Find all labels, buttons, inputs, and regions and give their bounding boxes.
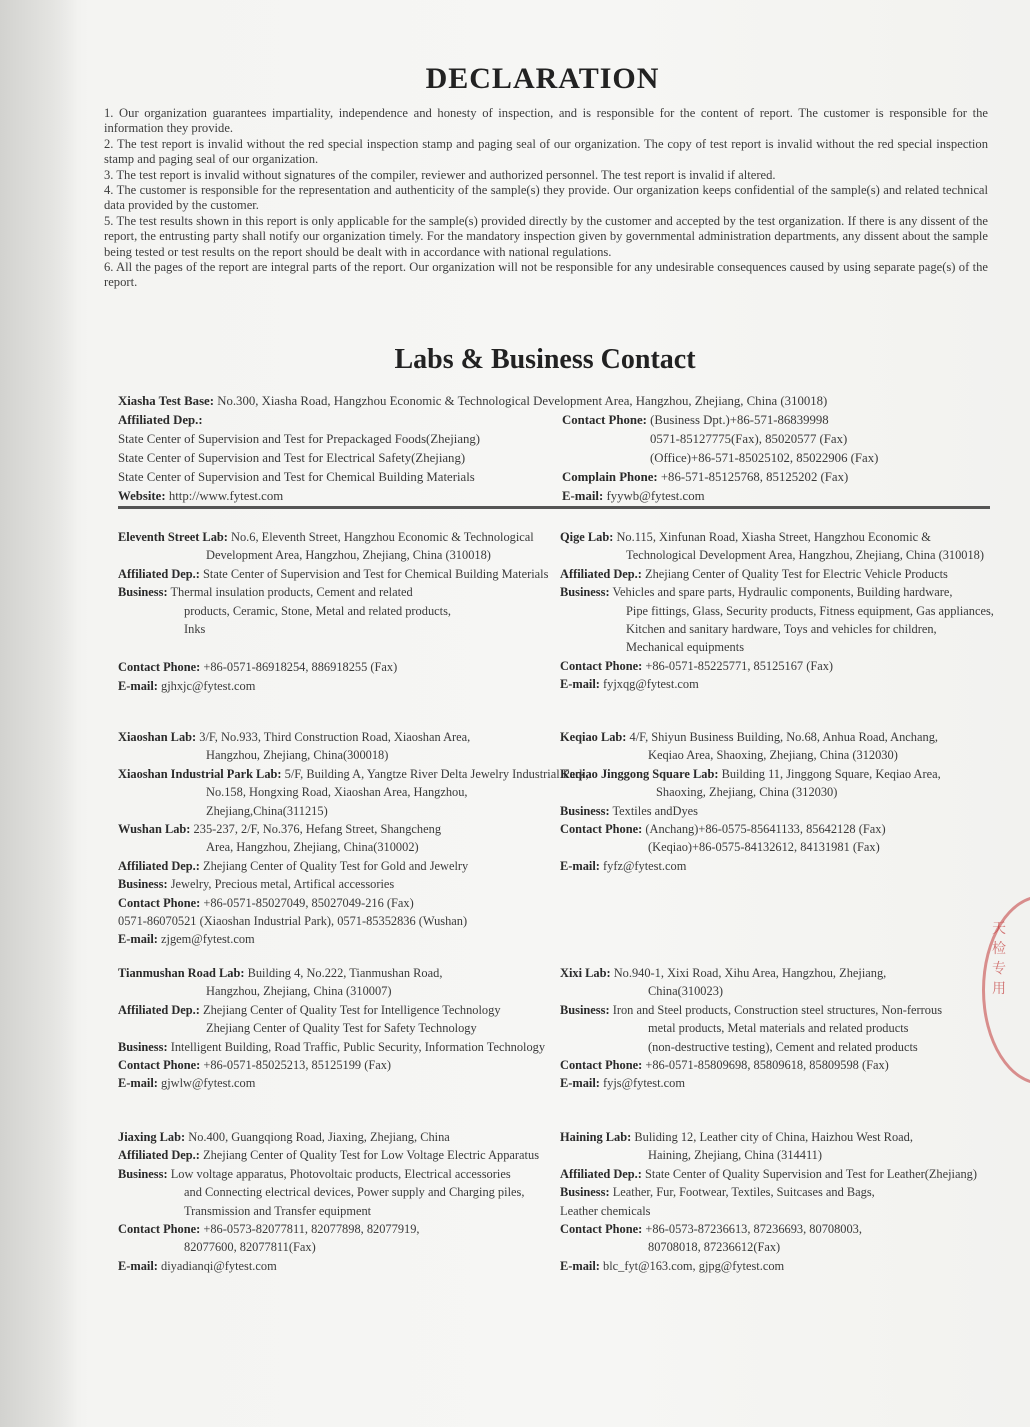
lab-name: Keqiao Lab: <box>560 730 627 744</box>
stamp-text <box>992 920 1026 1000</box>
sub-lab-name: Xiaoshan Industrial Park Lab: <box>118 766 282 781</box>
phone-line-3: (Office)+86-571-85025102, 85022906 (Fax) <box>650 451 879 465</box>
wushan-lab-name: Wushan Lab: <box>118 822 191 837</box>
lab-name: Xixi Lab: <box>560 966 611 980</box>
declaration-body <box>104 106 988 291</box>
dep-1: State Center of Supervision and Test for Prepackaged Foods(Zhejiang) <box>118 432 481 446</box>
email-label: E-mail: <box>560 677 600 692</box>
business-1: Low voltage apparatus, Photovoltaic products, Electrical accessories <box>170 1166 511 1181</box>
lab-address-2: Hangzhou, Zhejiang, China(300018) <box>206 748 389 763</box>
email[interactable]: diyadianqi@fytest.com <box>161 1258 277 1273</box>
lab-haining <box>560 1128 990 1275</box>
dep: Zhejiang Center of Quality Test for Gold and Jewelry <box>203 858 469 873</box>
business-label: Business: <box>560 1185 610 1200</box>
declaration-item-3: 3. The test report is invalid without signatures of the compiler, reviewer and authorized personnel. The test report is invalid if altered. <box>104 167 776 182</box>
hq-contact-block <box>118 392 990 506</box>
sub-address-2: No.158, Hongxing Road, Xiaoshan Area, Hangzhou, <box>206 785 468 800</box>
declaration-item-1: 1. Our organization guarantees impartiality, independence and honesty of inspection, and is responsible for the content of report. The customer is responsible for the information they provide. <box>104 106 988 136</box>
email-label: E-mail: <box>118 1076 158 1091</box>
lab-address-1: No.6, Eleventh Street, Hangzhou Economic & Technological <box>231 530 534 544</box>
lab-address-2: Keqiao Area, Shaoxing, Zhejiang, China (312030) <box>648 748 898 763</box>
declaration-item-2: 2. The test report is invalid without the red special inspection stamp and paging seal of our organization. The copy of test report is invalid without the red special inspection stamp and paging seal of our organization. <box>104 136 988 167</box>
email[interactable]: fyjxqg@fytest.com <box>603 677 699 692</box>
phone-2: 80708018, 87236612(Fax) <box>648 1240 781 1255</box>
email[interactable]: zjgem@fytest.com <box>161 932 255 947</box>
email-label: E-mail: <box>560 858 600 873</box>
complain-phone: +86-571-85125768, 85125202 (Fax) <box>660 470 849 484</box>
phone: +86-0571-85809698, 85809618, 85809598 (Fax) <box>645 1058 889 1073</box>
business-2: Pipe fittings, Glass, Security products, Fitness equipment, Gas appliances, <box>626 603 994 618</box>
lab-name: Jiaxing Lab: <box>118 1130 186 1144</box>
email-label: E-mail: <box>560 1076 600 1091</box>
phone-label: Contact Phone: <box>560 822 643 837</box>
lab-address-2: China(310023) <box>648 984 724 999</box>
dep-2: State Center of Supervision and Test for Electrical Safety(Zhejiang) <box>118 451 466 465</box>
phone-label: Contact Phone: <box>118 1222 201 1237</box>
business: Textiles andDyes <box>612 803 698 818</box>
email[interactable]: fyfz@fytest.com <box>603 858 687 873</box>
phone-2: 0571-86070521 (Xiaoshan Industrial Park), 0571-85352836 (Wushan) <box>118 914 468 929</box>
business-2: Leather chemicals <box>560 1203 651 1218</box>
business-1: Vehicles and spare parts, Hydraulic components, Building hardware, <box>612 585 953 600</box>
business: Intelligent Building, Road Traffic, Public Security, Information Technology <box>170 1039 546 1054</box>
sub-address-2: Shaoxing, Zhejiang, China (312030) <box>656 785 838 800</box>
phone: +86-0571-85027049, 85027049-216 (Fax) <box>203 895 414 910</box>
lab-name: Xiaoshan Lab: <box>118 730 197 744</box>
declaration-title: DECLARATION <box>425 62 660 95</box>
dep-3: State Center of Supervision and Test for Chemical Building Materials <box>118 470 475 484</box>
business-3: (non-destructive testing), Cement and related products <box>648 1039 918 1054</box>
base-label: Xiasha Test Base: <box>118 394 214 408</box>
lab-address-2: Development Area, Hangzhou, Zhejiang, China (310018) <box>206 548 491 563</box>
business-2: products, Ceramic, Stone, Metal and related products, <box>184 603 452 618</box>
wushan-address-2: Area, Hangzhou, Zhejiang, China(310002) <box>206 840 419 855</box>
dep: State Center of Supervision and Test for Chemical Building Materials <box>203 566 549 581</box>
email-label: E-mail: <box>560 1258 600 1273</box>
dep-2: Zhejiang Center of Quality Test for Safety Technology <box>206 1021 477 1036</box>
lab-jiaxing <box>118 1128 548 1275</box>
email[interactable]: blc_fyt@163.com, gjpg@fytest.com <box>603 1258 785 1273</box>
phone-label: Contact Phone: <box>560 1058 643 1073</box>
dep-label: Affiliated Dep.: <box>560 1166 642 1181</box>
dep-label: Affiliated Dep.: <box>560 566 642 581</box>
wushan-address-1: 235-237, 2/F, No.376, Hefang Street, Shangcheng <box>193 822 442 837</box>
dep-label: Affiliated Dep.: <box>118 413 203 427</box>
phone: +86-0571-85225771, 85125167 (Fax) <box>645 658 834 673</box>
stamp-char-3: 专 <box>992 962 1006 977</box>
lab-address-2: Hangzhou, Zhejiang, China (310007) <box>206 984 392 999</box>
declaration-item-4: 4. The customer is responsible for the representation and authenticity of the sample(s) they provide. Our organization keeps confidential of the sample(s) and related technical data provided by the customer. <box>104 183 988 213</box>
sub-address-1: Building 11, Jinggong Square, Keqiao Area, <box>721 766 941 781</box>
phone-label: Contact Phone: <box>562 413 647 427</box>
dep-label: Affiliated Dep.: <box>118 1148 200 1163</box>
complain-label: Complain Phone: <box>562 470 658 484</box>
binding-shadow <box>0 0 78 1427</box>
phone-label: Contact Phone: <box>118 660 201 675</box>
phone-label: Contact Phone: <box>560 658 643 673</box>
business-label: Business: <box>560 803 610 818</box>
lab-keqiao <box>560 728 990 875</box>
stamp-char-1: 天 <box>992 922 1006 937</box>
phone: +86-0571-85025213, 85125199 (Fax) <box>203 1058 392 1073</box>
stamp-char-4: 用 <box>992 982 1006 997</box>
lab-address-1: No.940-1, Xixi Road, Xihu Area, Hangzhou, Zhejiang, <box>613 966 887 980</box>
sub-address-1: 5/F, Building A, Yangtze River Delta Jewelry Industrial Park, <box>284 766 589 781</box>
base-address: No.300, Xiasha Road, Hangzhou Economic & Technological Development Area, Hangzhou, Zhejiang, China (310018) <box>217 394 828 408</box>
business-4: Mechanical equipments <box>626 640 745 655</box>
phone-2: (Keqiao)+86-0575-84132612, 84131981 (Fax) <box>648 840 880 855</box>
phone-line-2: 0571-85127775(Fax), 85020577 (Fax) <box>650 432 848 446</box>
lab-address-1: 3/F, No.933, Third Construction Road, Xiaoshan Area, <box>199 730 471 744</box>
email-link[interactable]: fyywb@fytest.com <box>606 489 705 503</box>
lab-address-1: 4/F, Shiyun Business Building, No.68, Anhua Road, Anchang, <box>629 730 938 744</box>
website-label: Website: <box>118 489 166 503</box>
lab-address-1: No.115, Xinfunan Road, Xiasha Street, Hangzhou Economic & <box>616 530 931 544</box>
declaration-item-6: 6. All the pages of the report are integral parts of the report. Our organization will not be responsible for any undesirable consequences caused by using separate page(s) of the report. <box>104 260 988 290</box>
lab-xixi <box>560 964 990 1093</box>
lab-qige <box>560 528 994 694</box>
business-label: Business: <box>560 1002 610 1017</box>
dep: State Center of Quality Supervision and Test for Leather(Zhejiang) <box>645 1166 977 1181</box>
email[interactable]: gjwlw@fytest.com <box>161 1076 256 1091</box>
lab-address-2: Haining, Zhejiang, China (314411) <box>648 1148 823 1163</box>
declaration-item-5: 5. The test results shown in this report is only applicable for the sample(s) provided directly by the customer and accepted by the test organization. If there is any dissent of the report, the entrusting party shall notify our organization timely. For the mandatory inspection given by governmental administration departments, any dissent about the sample being tested or test results on the report should be dealt with in accordance with national regulations. <box>104 213 988 259</box>
business-label: Business: <box>118 585 168 600</box>
phone-2: 82077600, 82077811(Fax) <box>184 1240 316 1255</box>
lab-eleventh-street <box>118 528 548 695</box>
dep-label: Affiliated Dep.: <box>118 858 200 873</box>
business-1: Iron and Steel products, Construction steel structures, Non-ferrous <box>612 1002 943 1017</box>
sub-lab-name: Keqiao Jinggong Square Lab: <box>560 766 719 781</box>
lab-address-1: Building 4, No.222, Tianmushan Road, <box>247 966 443 980</box>
lab-tianmushan <box>118 964 548 1093</box>
lab-name: Eleventh Street Lab: <box>118 530 228 544</box>
business-label: Business: <box>118 877 168 892</box>
phone-label: Contact Phone: <box>560 1222 643 1237</box>
email-label: E-mail: <box>118 1258 158 1273</box>
email[interactable]: gjhxjc@fytest.com <box>161 678 256 693</box>
phone-label: Contact Phone: <box>118 1058 201 1073</box>
phone-label: Contact Phone: <box>118 895 201 910</box>
sub-address-3: Zhejiang,China(311215) <box>206 803 328 818</box>
section-divider <box>118 506 990 509</box>
business-label: Business: <box>560 585 610 600</box>
email[interactable]: fyjs@fytest.com <box>603 1076 685 1091</box>
lab-name: Haining Lab: <box>560 1130 632 1144</box>
lab-address: No.400, Guangqiong Road, Jiaxing, Zhejiang, China <box>188 1130 450 1144</box>
business-2: and Connecting electrical devices, Power supply and Charging piles, <box>184 1185 525 1200</box>
stamp-char-2: 检 <box>992 942 1006 957</box>
lab-xiaoshan <box>118 728 589 949</box>
email-label: E-mail: <box>562 489 604 503</box>
lab-name: Qige Lab: <box>560 530 614 544</box>
website-link[interactable]: http://www.fytest.com <box>168 489 284 503</box>
phone: (Anchang)+86-0575-85641133, 85642128 (Fax) <box>645 822 886 837</box>
business-1: Leather, Fur, Footwear, Textiles, Suitcases and Bags, <box>612 1185 875 1200</box>
business: Jewelry, Precious metal, Artifical accessories <box>170 877 395 892</box>
lab-name: Tianmushan Road Lab: <box>118 966 245 980</box>
email-label: E-mail: <box>118 678 158 693</box>
email-label: E-mail: <box>118 932 158 947</box>
phone-line-1: (Business Dpt.)+86-571-86839998 <box>650 413 829 427</box>
dep: Zhejiang Center of Quality Test for Low Voltage Electric Apparatus <box>203 1148 540 1163</box>
lab-address-2: Technological Development Area, Hangzhou, Zhejiang, China (310018) <box>626 548 985 563</box>
business-3: Transmission and Transfer equipment <box>184 1203 372 1218</box>
phone: +86-0573-87236613, 87236693, 80708003, <box>645 1222 862 1237</box>
phone: +86-0573-82077811, 82077898, 82077919, <box>203 1222 420 1237</box>
phone: +86-0571-86918254, 886918255 (Fax) <box>203 660 398 675</box>
business-label: Business: <box>118 1166 168 1181</box>
dep-label: Affiliated Dep.: <box>118 1002 200 1017</box>
business-2: metal products, Metal materials and related products <box>648 1021 909 1036</box>
lab-address-1: Buliding 12, Leather city of China, Haizhou West Road, <box>634 1130 913 1144</box>
dep: Zhejiang Center of Quality Test for Electric Vehicle Products <box>645 566 948 581</box>
business-3: Kitchen and sanitary hardware, Toys and vehicles for children, <box>626 622 937 637</box>
labs-title: Labs & Business Contact <box>394 344 696 375</box>
business-3: Inks <box>184 622 206 637</box>
business-label: Business: <box>118 1039 168 1054</box>
dep-label: Affiliated Dep.: <box>118 566 200 581</box>
business-1: Thermal insulation products, Cement and related <box>170 585 413 600</box>
dep-1: Zhejiang Center of Quality Test for Intelligence Technology <box>203 1002 501 1017</box>
